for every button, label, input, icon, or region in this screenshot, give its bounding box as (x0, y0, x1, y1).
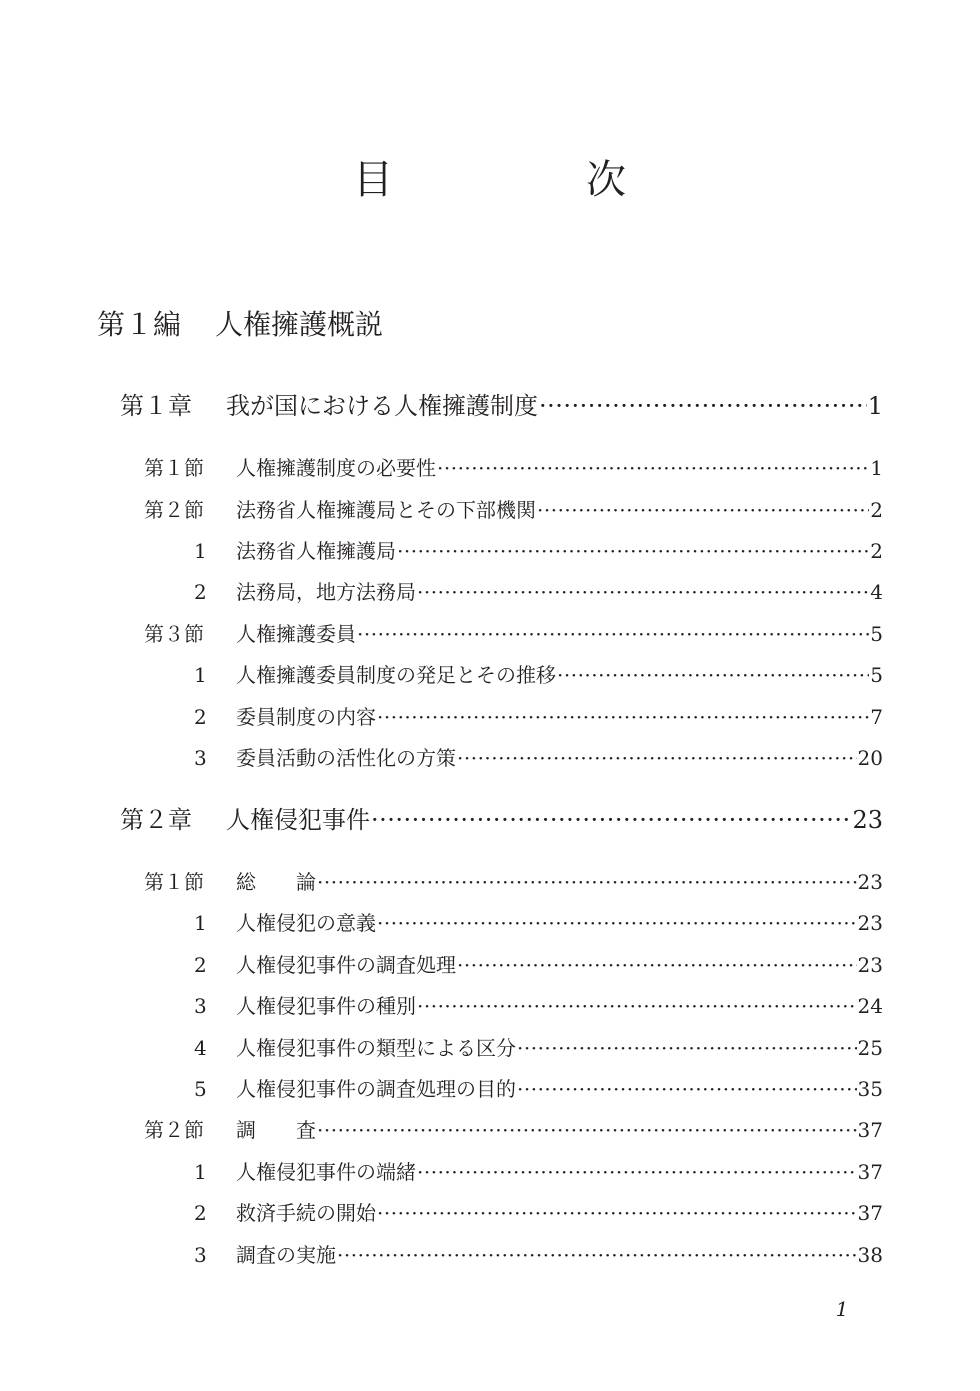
toc-title: 総 論 (236, 870, 316, 894)
toc-number: 1 (194, 1160, 207, 1184)
leader-dots (317, 1113, 857, 1147)
part-heading (97, 305, 383, 345)
leader-dots (377, 906, 857, 940)
toc-number: 2 (194, 953, 207, 977)
toc-title: 調査の実施 (236, 1243, 336, 1267)
toc-number: 第１節 (144, 456, 204, 480)
toc-number: 1 (194, 539, 207, 563)
leader-dots (417, 989, 857, 1023)
page-number: 1 (835, 1297, 849, 1321)
leader-dots (317, 865, 857, 899)
toc-title: 人権侵犯事件の種別 (236, 994, 416, 1018)
toc-title: 法務省人権擁護局 (236, 539, 396, 563)
toc-number: 第２節 (144, 1118, 204, 1142)
toc-page: 5 (870, 663, 883, 687)
toc-title: 人権擁護制度の必要性 (236, 456, 436, 480)
toc-title: 人権侵犯事件の調査処理 (236, 953, 456, 977)
leader-dots (457, 948, 857, 982)
toc-item (0, 1031, 980, 1065)
toc-page: 23 (857, 953, 883, 977)
toc-page: 38 (857, 1243, 883, 1267)
toc-number: 3 (194, 994, 207, 1018)
leader-dots (417, 575, 869, 609)
part-title: 人権擁護概説 (215, 308, 384, 341)
toc-number: 第１節 (144, 870, 204, 894)
toc-section (0, 1113, 980, 1147)
toc-number: 4 (194, 1036, 207, 1060)
toc-title: 委員制度の内容 (236, 705, 376, 729)
toc-number: 第２節 (144, 498, 204, 522)
toc-page: 35 (857, 1077, 883, 1101)
toc-title: 救済手続の開始 (236, 1201, 376, 1225)
leader-dots (417, 1155, 857, 1189)
toc-title: 法務局，地方法務局 (236, 580, 416, 604)
toc-item (0, 1155, 980, 1189)
toc-title: 人権侵犯の意義 (236, 911, 376, 935)
toc-item (0, 1238, 980, 1272)
toc-page: 23 (857, 870, 883, 894)
leader-dots (517, 1072, 857, 1106)
toc-page: 37 (857, 1201, 883, 1225)
toc-item (0, 658, 980, 692)
toc-item (0, 906, 980, 940)
toc-title: 人権侵犯事件の調査処理の目的 (236, 1077, 516, 1101)
toc-page: 23 (857, 911, 883, 935)
leader-dots (539, 386, 867, 426)
leader-dots (537, 493, 869, 527)
leader-dots (517, 1031, 857, 1065)
toc-number: 3 (194, 1243, 207, 1267)
toc-number: 3 (194, 746, 207, 770)
toc-title: 人権侵犯事件の類型による区分 (236, 1036, 516, 1060)
leader-dots (437, 451, 869, 485)
toc-number: 第３節 (144, 622, 204, 646)
toc-item (0, 1072, 980, 1106)
toc-title: 人権擁護委員 (236, 622, 356, 646)
toc-page: 4 (870, 580, 883, 604)
toc-page: 2 (870, 539, 883, 563)
toc-item (0, 989, 980, 1023)
toc-title: 我が国における人権擁護制度 (226, 392, 538, 420)
toc-page: 25 (857, 1036, 883, 1060)
toc-number: 第２章 (120, 806, 192, 834)
toc-page: 1 (870, 456, 883, 480)
toc-page: 37 (857, 1160, 883, 1184)
toc-page: 7 (870, 705, 883, 729)
toc-title: 委員活動の活性化の方策 (236, 746, 456, 770)
toc-number: 2 (194, 580, 207, 604)
leader-dots (357, 617, 869, 651)
leader-dots (337, 1238, 857, 1272)
leader-dots (397, 534, 869, 568)
toc-page: 24 (857, 994, 883, 1018)
toc-item (0, 534, 980, 568)
toc-number: 第１章 (120, 392, 192, 420)
leader-dots (457, 741, 857, 775)
toc-number: 2 (194, 705, 207, 729)
title-char-1: 目 (353, 157, 393, 203)
toc-page: 23 (852, 806, 883, 834)
toc-title: 人権侵犯事件の端緒 (236, 1160, 416, 1184)
toc-item (0, 948, 980, 982)
toc-number: 5 (194, 1077, 207, 1101)
toc-title: 調 査 (236, 1118, 316, 1142)
toc-section (0, 617, 980, 651)
toc-page: 37 (857, 1118, 883, 1142)
toc-page: 2 (870, 498, 883, 522)
toc-section (0, 451, 980, 485)
toc-item (0, 575, 980, 609)
toc-section (0, 865, 980, 899)
toc-page: 20 (857, 746, 883, 770)
toc-chapter (0, 386, 980, 426)
toc-chapter (0, 800, 980, 840)
toc-page: 1 (867, 392, 883, 420)
toc-page: 5 (870, 622, 883, 646)
toc-title: 法務省人権擁護局とその下部機関 (236, 498, 536, 522)
leader-dots (371, 800, 851, 840)
leader-dots (557, 658, 869, 692)
leader-dots (377, 1196, 857, 1230)
toc-title: 人権侵犯事件 (226, 806, 370, 834)
title-char-2: 次 (586, 157, 626, 203)
toc-title: 人権擁護委員制度の発足とその推移 (236, 663, 556, 687)
page-title (0, 155, 980, 205)
leader-dots (377, 700, 869, 734)
toc-item (0, 700, 980, 734)
toc-number: 1 (194, 911, 207, 935)
toc-number: 1 (194, 663, 207, 687)
toc-item (0, 741, 980, 775)
part-number: 第１編 (97, 308, 182, 341)
toc-item (0, 1196, 980, 1230)
toc-number: 2 (194, 1201, 207, 1225)
toc-section (0, 493, 980, 527)
